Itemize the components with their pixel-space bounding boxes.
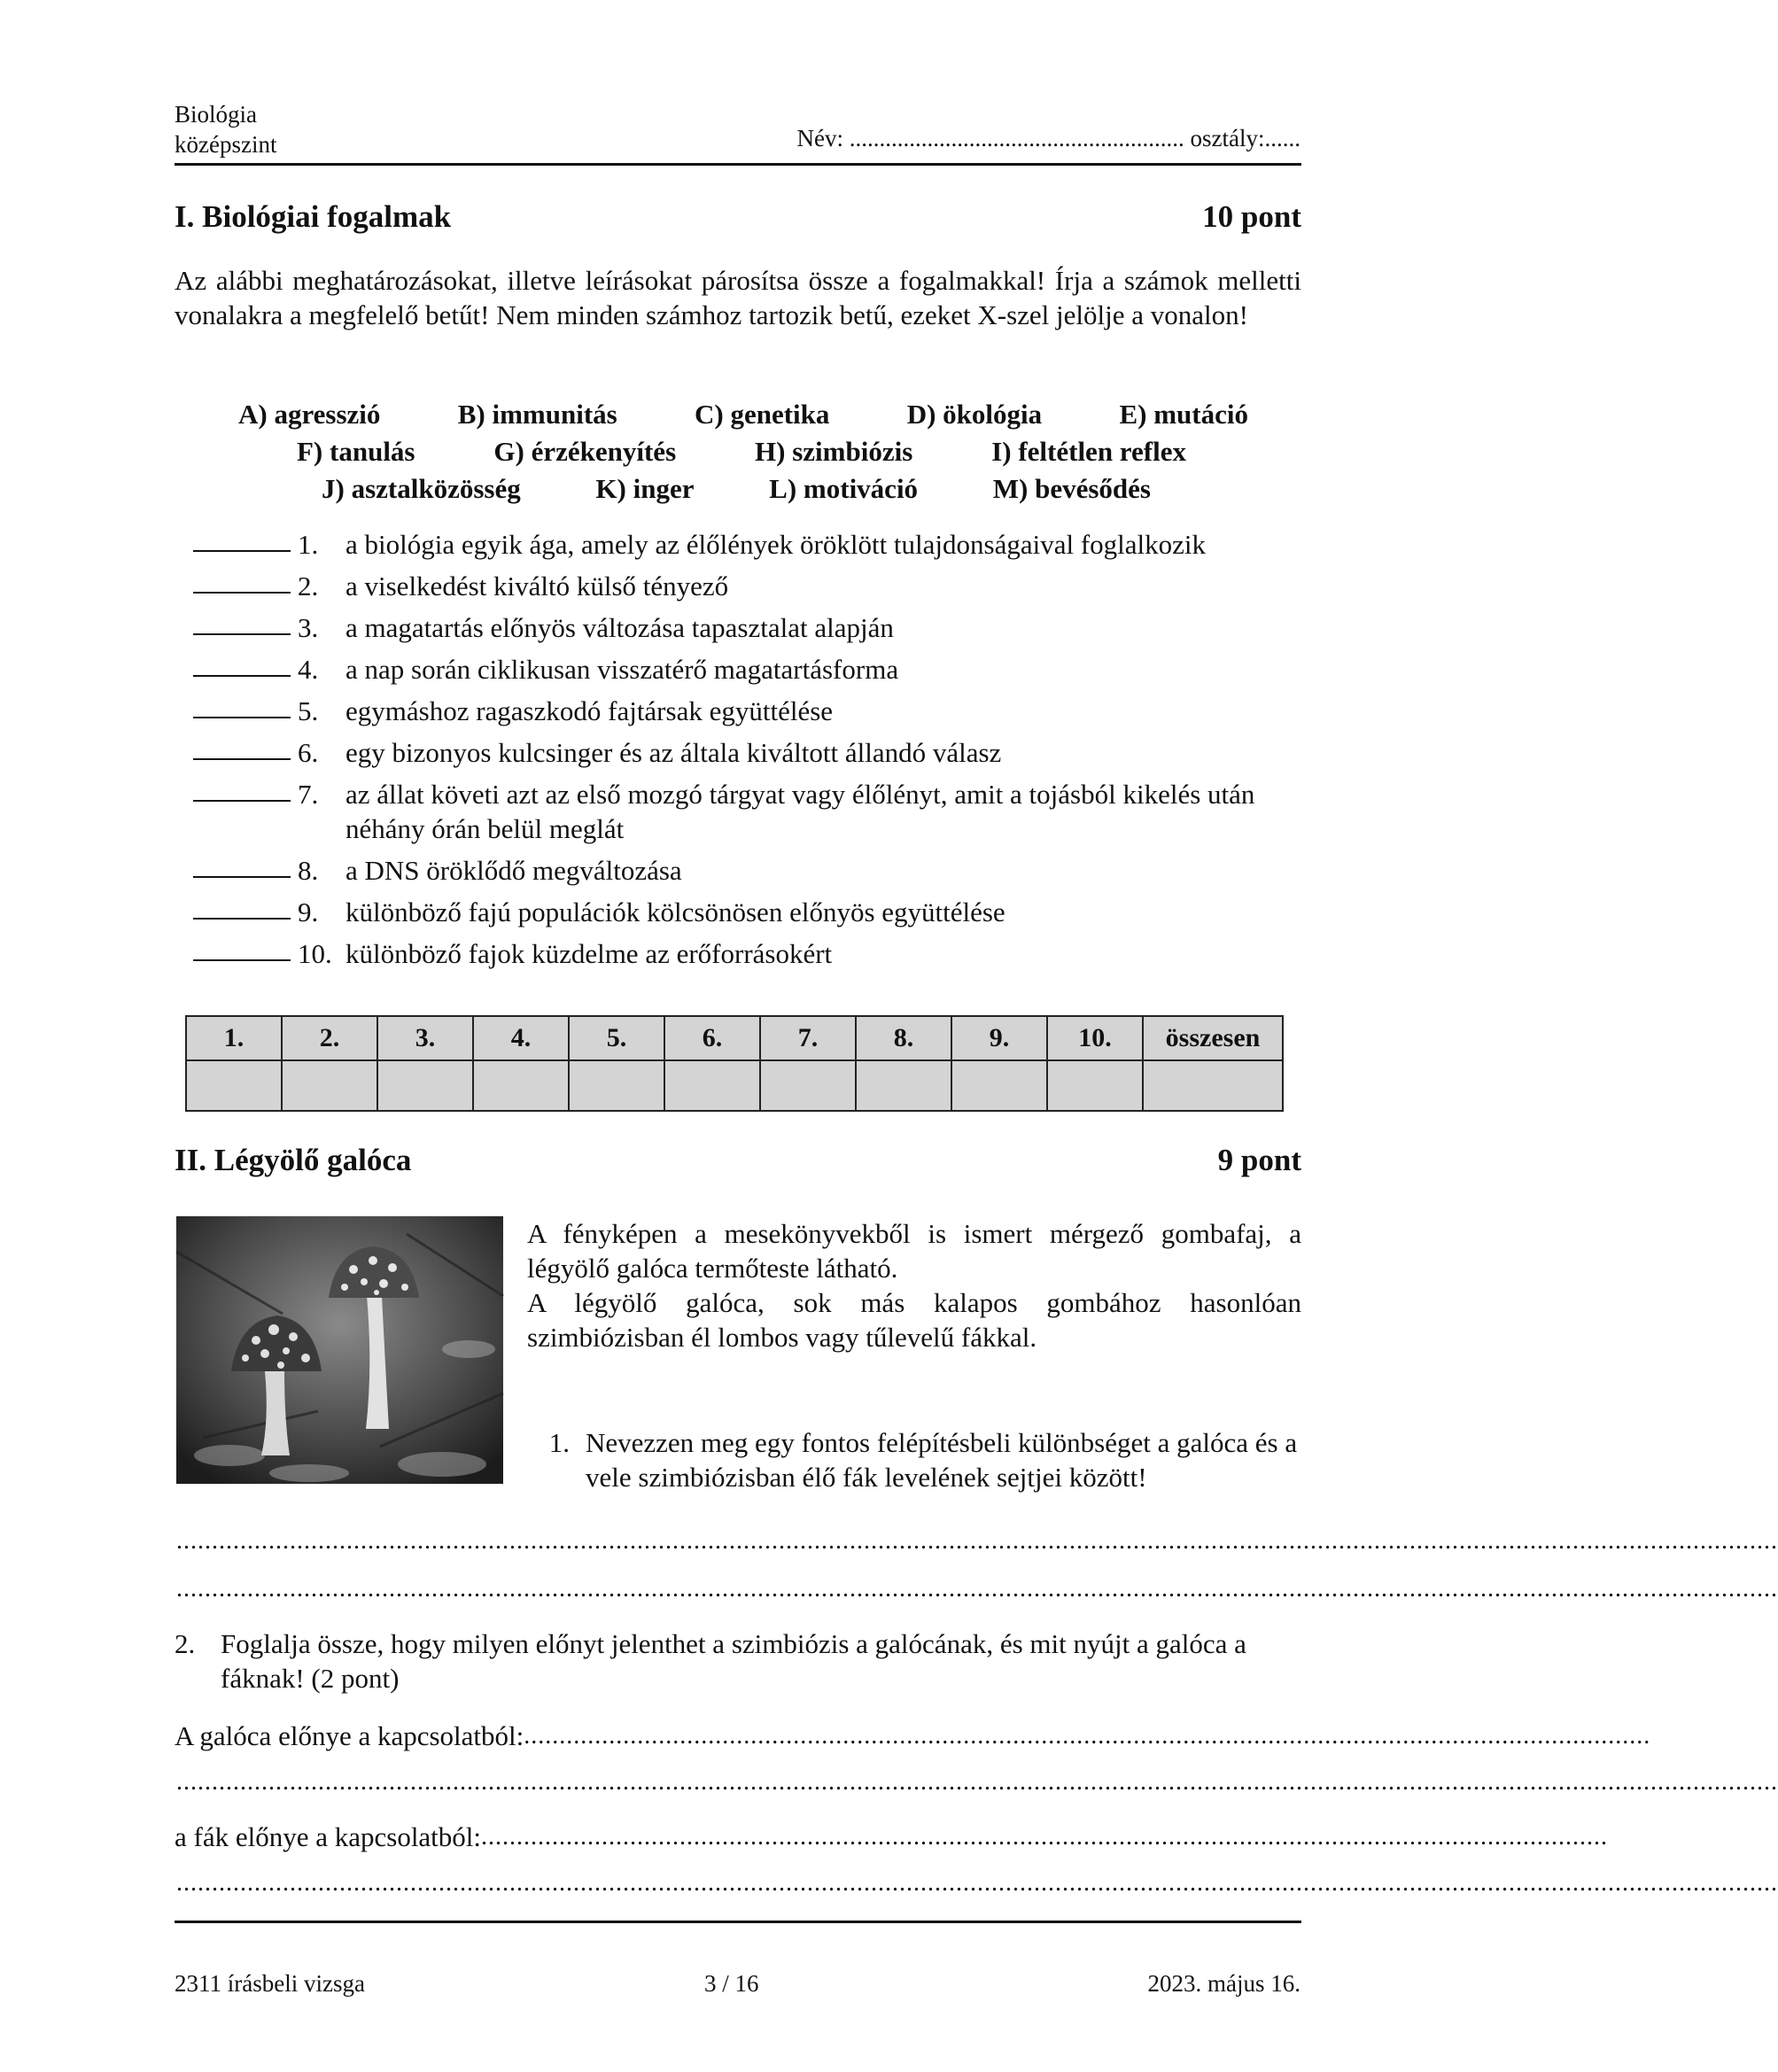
option-d: D) ökológia xyxy=(906,399,1043,430)
question-text: különböző fajú populációk kölcsönösen előnyös együttélése xyxy=(346,896,1005,927)
question-row-9 xyxy=(193,895,1298,929)
question-text: a biológia egyik ága, amely az élőlények öröklött tulajdonságaival foglalkozik xyxy=(346,529,1207,560)
score-cell[interactable] xyxy=(856,1060,951,1111)
question-text: Nevezzen meg egy fontos felépítésbeli különbséget a galóca és a vele szimbiózisban élő fák levelének sejtjei között! xyxy=(586,1427,1298,1493)
score-col-2: 2. xyxy=(282,1016,377,1060)
score-col-total: összesen xyxy=(1143,1016,1283,1060)
option-i: I) feltétlen reflex xyxy=(991,436,1186,467)
galoca-answer-label: A galóca előnye a kapcsolatból: xyxy=(175,1720,524,1751)
score-cell[interactable] xyxy=(760,1060,856,1111)
score-col-7: 7. xyxy=(760,1016,856,1060)
answer-line-5[interactable] xyxy=(193,694,291,718)
footer-rule xyxy=(175,1921,1301,1923)
mushroom-photo-icon xyxy=(176,1216,503,1484)
score-col-6: 6. xyxy=(664,1016,760,1060)
footer-exam: 2311 írásbeli vizsga xyxy=(175,1970,365,1997)
answer-line-9[interactable] xyxy=(193,895,291,920)
answer-dotted-line[interactable]: .................................................................................................................................................................................................................................. xyxy=(176,1527,1778,1555)
galoca-answer-row xyxy=(175,1719,1651,1753)
section2-intro: A fényképen a mesekönyvekből is ismert mérgező gombafaj, a légyölő galóca termőteste látható. xyxy=(527,1218,1301,1284)
answer-line-10[interactable] xyxy=(193,936,291,961)
score-cell[interactable] xyxy=(186,1060,282,1111)
question-number: 3. xyxy=(298,612,319,643)
score-cell[interactable] xyxy=(1047,1060,1143,1111)
section2-question-1 xyxy=(527,1425,1301,1494)
question-row-3 xyxy=(193,610,1298,645)
name-class-field[interactable]: Név: ........................................................ osztály:...... xyxy=(796,125,1301,151)
answer-dotted-line[interactable]: .................................................................................................................................................................................................................................. xyxy=(176,1575,1778,1603)
score-col-3: 3. xyxy=(377,1016,473,1060)
fak-answer-row xyxy=(175,1820,1609,1854)
question-text: egy bizonyos kulcsinger és az általa kiváltott állandó válasz xyxy=(346,737,1002,768)
score-table xyxy=(185,1015,1284,1112)
score-cell[interactable] xyxy=(377,1060,473,1111)
question-text: a viselkedést kiváltó külső tényező xyxy=(346,570,729,601)
answer-line-3[interactable] xyxy=(193,610,291,635)
option-l: L) motiváció xyxy=(769,473,919,504)
score-col-8: 8. xyxy=(856,1016,951,1060)
section1-instructions: Az alábbi meghatározásokat, illetve leírásokat párosítsa össze a fogalmakkal! Írja a számok melletti vonalakra a megfelelő betűt! Nem minden számhoz tartozik betű, ezeket X-szel jelölje a vonalon! xyxy=(175,265,1301,330)
score-cell-total[interactable] xyxy=(1143,1060,1283,1111)
option-c: C) genetika xyxy=(695,399,830,430)
score-cell[interactable] xyxy=(664,1060,760,1111)
question-number: 2. xyxy=(298,570,319,601)
answer-line-7[interactable] xyxy=(193,777,291,802)
answer-dotted-line[interactable]: .................................................................................................................................................................................................................................. xyxy=(176,1869,1778,1897)
score-col-5: 5. xyxy=(569,1016,664,1060)
score-col-1: 1. xyxy=(186,1016,282,1060)
score-table-input-row xyxy=(186,1060,1283,1111)
option-m: M) bevésődés xyxy=(992,473,1151,504)
option-k: K) inger xyxy=(595,473,695,504)
option-a: A) agresszió xyxy=(238,399,381,430)
section2-points: 9 pont xyxy=(1217,1143,1301,1177)
question-text: különböző fajok küzdelme az erőforrásokért xyxy=(346,938,833,969)
section2-intro-2: A légyölő galóca, sok más kalapos gombához hasonlóan szimbiózisban él lombos vagy tűlevelű fákkal. xyxy=(527,1287,1301,1353)
question-text: egymáshoz ragaszkodó fajtársak együttélése xyxy=(346,695,834,726)
level-label: középszint xyxy=(175,131,277,158)
page-header-subject xyxy=(175,99,276,159)
question-number: 5. xyxy=(298,695,319,726)
footer-page-number: 3 / 16 xyxy=(704,1970,759,1997)
score-cell[interactable] xyxy=(473,1060,569,1111)
question-row-2 xyxy=(193,569,1298,603)
answer-line-4[interactable] xyxy=(193,652,291,677)
options-row-2 xyxy=(175,436,1301,468)
question-text: a magatartás előnyös változása tapasztalat alapján xyxy=(346,612,894,643)
question-row-1 xyxy=(193,527,1298,562)
score-table-header xyxy=(186,1016,1283,1060)
answer-line-8[interactable] xyxy=(193,853,291,878)
question-row-4 xyxy=(193,652,1298,687)
question-row-8 xyxy=(193,853,1298,888)
option-f: F) tanulás xyxy=(297,436,415,467)
answer-line-1[interactable] xyxy=(193,527,291,552)
question-number: 7. xyxy=(298,779,319,810)
section1-points: 10 pont xyxy=(1202,199,1301,234)
question-text: Foglalja össze, hogy milyen előnyt jelenthet a szimbiózis a galócának, és mit nyújt a galóca a fáknak! (2 pont) xyxy=(221,1628,1246,1694)
question-text: a nap során ciklikusan visszatérő magatartásforma xyxy=(346,654,899,685)
options-block xyxy=(175,399,1301,505)
score-col-10: 10. xyxy=(1047,1016,1143,1060)
option-g: G) érzékenyítés xyxy=(493,436,677,467)
fak-answer-line[interactable]: ............................................................................................................................................................... xyxy=(481,1823,1609,1851)
question-text: a DNS öröklődő megváltozása xyxy=(346,855,682,886)
answer-line-2[interactable] xyxy=(193,569,291,594)
header-rule xyxy=(175,163,1301,166)
question-number: 1. xyxy=(548,1427,570,1458)
question-row-5 xyxy=(193,694,1298,728)
score-cell[interactable] xyxy=(282,1060,377,1111)
question-number: 2. xyxy=(175,1628,196,1659)
question-number: 10. xyxy=(298,938,332,969)
options-row-3 xyxy=(175,473,1301,505)
question-number: 8. xyxy=(298,855,319,886)
answer-line-6[interactable] xyxy=(193,735,291,760)
score-cell[interactable] xyxy=(951,1060,1047,1111)
question-number: 1. xyxy=(298,529,319,560)
options-row-1 xyxy=(175,399,1301,431)
question-text: az állat követi azt az első mozgó tárgyat vagy élőlényt, amit a tojásból kikelés után néhány órán belül meglát xyxy=(346,779,1255,844)
section1-title: I. Biológiai fogalmak xyxy=(175,199,452,234)
score-cell[interactable] xyxy=(569,1060,664,1111)
option-e: E) mutáció xyxy=(1119,399,1248,430)
fak-answer-label: a fák előnye a kapcsolatból: xyxy=(175,1821,482,1852)
footer-date: 2023. május 16. xyxy=(1147,1970,1301,1997)
galoca-answer-line[interactable]: ............................................................................................................................................................... xyxy=(524,1722,1651,1750)
question-number: 9. xyxy=(298,896,319,927)
subject-label: Biológia xyxy=(175,101,257,128)
question-row-7 xyxy=(193,777,1298,846)
score-col-9: 9. xyxy=(951,1016,1047,1060)
answer-dotted-line[interactable]: .................................................................................................................................................................................................................................. xyxy=(176,1768,1778,1796)
option-j: J) asztalközösség xyxy=(322,473,521,504)
question-number: 4. xyxy=(298,654,319,685)
section2-title: II. Légyölő galóca xyxy=(175,1143,412,1177)
option-h: H) szimbiózis xyxy=(755,436,913,467)
question-row-6 xyxy=(193,735,1298,770)
question-row-10 xyxy=(193,936,1298,971)
section2-question-2 xyxy=(175,1626,1301,1696)
score-col-4: 4. xyxy=(473,1016,569,1060)
option-b: B) immunitás xyxy=(457,399,617,430)
question-number: 6. xyxy=(298,737,319,768)
